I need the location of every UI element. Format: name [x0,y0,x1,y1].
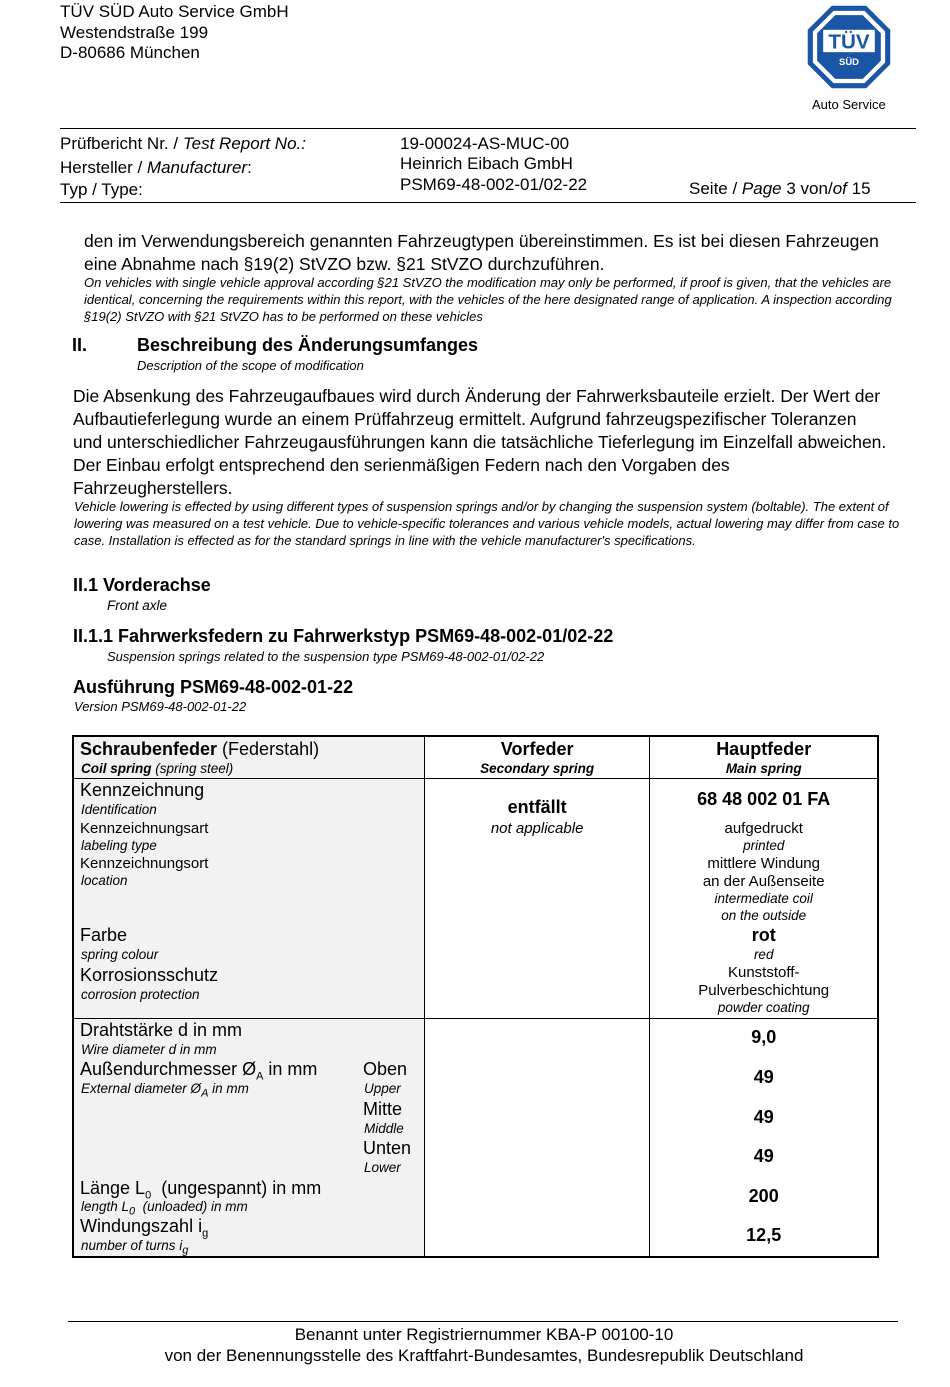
header-cell-main: Hauptfeder Main spring [650,736,878,779]
header-cell-secondary: Vorfeder Secondary spring [424,736,650,779]
manufacturer-value: Heinrich Eibach GmbH [400,154,573,173]
table-row-identification [73,779,878,1019]
lower-label: Unten [363,1138,412,1158]
subsection-subtitle: Front axle [107,598,168,613]
secondary-dims-cell [424,1019,650,1258]
intro-text-en: On vehicles with single vehicle approval according §21 StVZO the modification may only be performed, if proof is given, that the vehicles are identical, concerning the requirements within this report, with the vehicles of the here designated range of application. A inspection according §19(2) StVZO with §21 StVZO has to be performed on these vehicles [84,275,892,324]
middle-value: 49 [753,1107,774,1127]
intro-text-de: den im Verwendungsbereich genannten Fahrzeugtypen übereinstimmen. Es ist bei diesen Fahrzeugen eine Abnahme nach §19(2) StVZO bzw. §21 StVZO durchzuführen. [84,231,879,274]
table-header-row [73,736,878,779]
type-value: PSM69-48-002-01/02-22 [400,175,588,194]
subsubsection-subtitle: Suspension springs related to the suspension type PSM69-48-002-01/02-22 [107,649,545,664]
turns-value: 12,5 [746,1225,782,1245]
labeling-type-label: Kennzeichnungsart [80,820,209,837]
version-title: Ausführung PSM69-48-002-01-22 [73,677,354,697]
main-colour: rot [751,925,776,945]
logo-subtitle: Auto Service [812,97,886,112]
main-ident-cell: 68 48 002 01 FA aufgedruckt printed mittlere Windung an der Außenseite intermediate coil on the outside rot red Kunststoff- Pulverbeschichtung powder coating [650,779,878,1019]
corrosion-label: Korrosionsschutz [80,965,219,985]
company-address [60,2,289,64]
upper-label: Oben [363,1059,408,1079]
identification-label: Kennzeichnung [80,780,205,800]
report-number-value: 19-00024-AS-MUC-00 [400,134,570,153]
spring-spec-table [72,735,879,1258]
upper-value: 49 [753,1067,774,1087]
ident-labels-cell: Kennzeichnung Identification Kennzeichnungsart labeling type Kennzeichnungsort location Farbe spring colour Korrosionsschutz corrosion protection [73,779,424,1019]
wire-label: Drahtstärke d in mm [80,1020,243,1040]
table-row-dimensions [73,1019,878,1258]
main-spring-id: 68 48 002 01 FA [697,789,831,809]
version-subtitle: Version PSM69-48-002-01-22 [74,699,247,714]
manufacturer-label: Hersteller / Manufacturer: [60,158,252,177]
section-body-en: Vehicle lowering is effected by using different types of suspension springs and/or by changing the suspension system (boltable). The extent of lowering was measured on a test vehicle. Due to vehicle-specific tolerances and various vehicle models, actual lowering may differ from case to case. Installation is effected as for the standard springs in line with the vehicle manufacturer's specifications. [74,499,900,548]
header-rule-top [60,128,916,129]
section-subtitle: Description of the scope of modification [137,358,364,373]
company-street: Westendstraße 199 [60,22,209,42]
footer-rule [68,1321,898,1322]
secondary-not-applicable: entfällt [507,797,567,817]
page-indicator: Seite / Page 3 von/of 15 [689,179,871,198]
report-number-label: Prüfbericht Nr. / Test Report No.: [60,134,306,153]
type-label: Typ / Type: [60,180,143,199]
section-title: Beschreibung des Änderungsumfanges [137,335,479,355]
tuv-logo [806,4,892,90]
lower-value: 49 [753,1146,774,1166]
length-label: Länge $L_0$ (ungespannt) in mm [80,1178,322,1202]
subsection-title: II.1 Vorderachse [73,575,211,595]
dims-labels-cell: Drahtstärke d in mm Wire diameter d in mm Außendurchmesser $Ø_A$ in mm External diameter $Ø_A$ in mm Oben Upper Mitte Middle Unten Lower Länge $L_0$ (ungespannt) in mm length $L_0$ (unloaded) in mm Windungszahl $i_g$ number of turns $i_g$ [73,1019,424,1258]
subsubsection-title: II.1.1 Fahrwerksfedern zu Fahrwerkstyp PSM69-48-002-01/02-22 [73,626,614,646]
outer-diameter-label: Außendurchmesser $Ø_A$ in mm [80,1059,318,1083]
wire-value: 9,0 [751,1027,777,1047]
header-rule-bottom [60,202,916,203]
section-body-de: Die Absenkung des Fahrzeugaufbaues wird durch Änderung der Fahrwerksbauteile erzielt. Der Wert der Aufbautieferlegung wurde an einem Prüffahrzeug ermittelt. Aufgrund fahrzeugspezifischer Toleranzen und unterschiedlicher Fahrzeugausführungen kann die tatsächliche Tieferlegung im Einzelfall abweichen. Der Einbau erfolgt entsprechend den serienmäßigen Federn nach den Vorgaben des Fahrzeugherstellers. [73,386,887,498]
svg-text:TÜV: TÜV [828,30,870,54]
company-name: TÜV SÜD Auto Service GmbH [60,2,289,21]
svg-text:SÜD: SÜD [839,57,859,69]
company-city: D-80686 München [60,43,200,62]
turns-label: Windungszahl $i_g$ [80,1216,209,1240]
colour-label: Farbe [80,925,128,945]
main-dims-cell [650,1019,878,1258]
secondary-ident-cell: entfällt not applicable [424,779,650,1019]
header-cell-spring: Schraubenfeder (Federstahl) Coil spring (spring steel) [73,736,424,779]
middle-label: Mitte [363,1099,403,1119]
length-value: 200 [748,1186,779,1206]
footer-line-2: von der Benennungsstelle des Kraftfahrt-Bundesamtes, Bundesrepublik Deutschland [164,1346,804,1365]
footer-line-1: Benannt unter Registriernummer KBA-P 00100-10 [294,1325,674,1344]
location-label: Kennzeichnungsort [80,855,209,872]
section-number: II. [72,335,88,355]
